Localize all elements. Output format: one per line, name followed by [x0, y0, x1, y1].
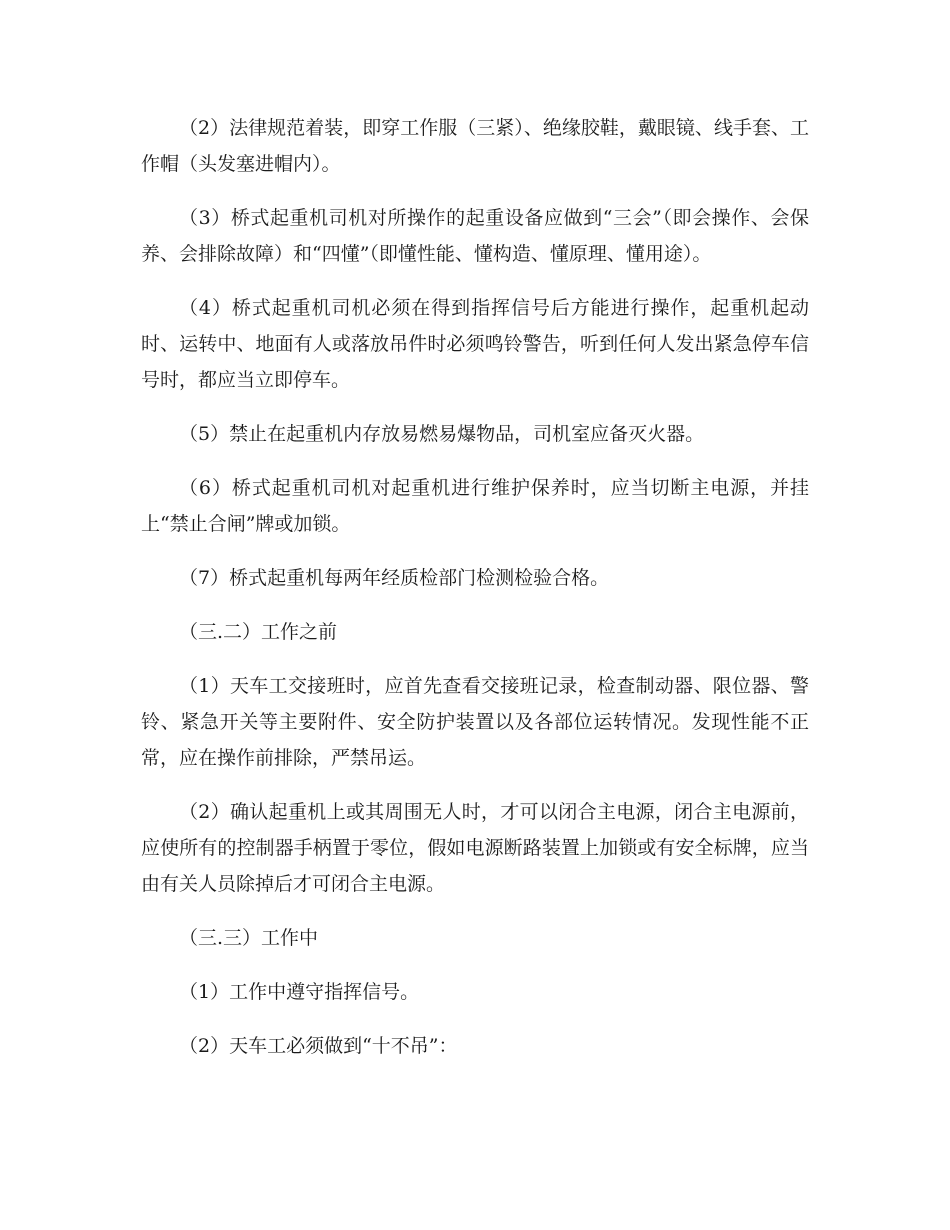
- paragraph-close-main-power: （2）确认起重机上或其周围无人时，才可以闭合主电源，闭合主电源前，应使所有的控制器手柄置于零位，假如电源断路装置上加锁或有安全标牌，应当由有关人员除掉后才可闭合主电源。: [141, 801, 809, 895]
- paragraph-flammables: （5）禁止在起重机内存放易燃易爆物品，司机室应备灭火器。: [179, 423, 705, 445]
- paragraph-attire: （2）法律规范着装，即穿工作服（三紧）、绝缘胶鞋，戴眼镜、线手套、工作帽（头发塞进帽内）。: [141, 117, 809, 175]
- section-heading-during-work: （三.三）工作中: [179, 927, 319, 949]
- section-heading-before-work: （三.二）工作之前: [179, 621, 338, 643]
- paragraph-three-skills-four-knowledge: （3）桥式起重机司机对所操作的起重设备应做到“三会”（即会操作、会保养、会排除故障）和“四懂”（即懂性能、懂构造、懂原理、懂用途）。: [141, 207, 809, 265]
- paragraph-shift-handover: （1）天车工交接班时，应首先查看交接班记录，检查制动器、限位器、警铃、紧急开关等主要附件、安全防护装置以及各部位运转情况。发现性能不正常，应在操作前排除，严禁吊运。: [141, 675, 809, 769]
- paragraph-signal-operation: （4）桥式起重机司机必须在得到指挥信号后方能进行操作，起重机起动时、运转中、地面有人或落放吊件时必须鸣铃警告，听到任何人发出紧急停车信号时，都应当立即停车。: [141, 297, 809, 391]
- paragraph-inspection: （7）桥式起重机每两年经质检部门检测检验合格。: [179, 567, 610, 589]
- paragraph-ten-no-lift: （2）天车工必须做到“十不吊”：: [179, 1035, 458, 1057]
- paragraph-maintenance-power-off: （6）桥式起重机司机对起重机进行维护保养时，应当切断主电源，并挂上“禁止合闸”牌或加锁。: [141, 477, 809, 535]
- paragraph-follow-signals: （1）工作中遵守指挥信号。: [179, 981, 420, 1003]
- document-body: [141, 110, 809, 1082]
